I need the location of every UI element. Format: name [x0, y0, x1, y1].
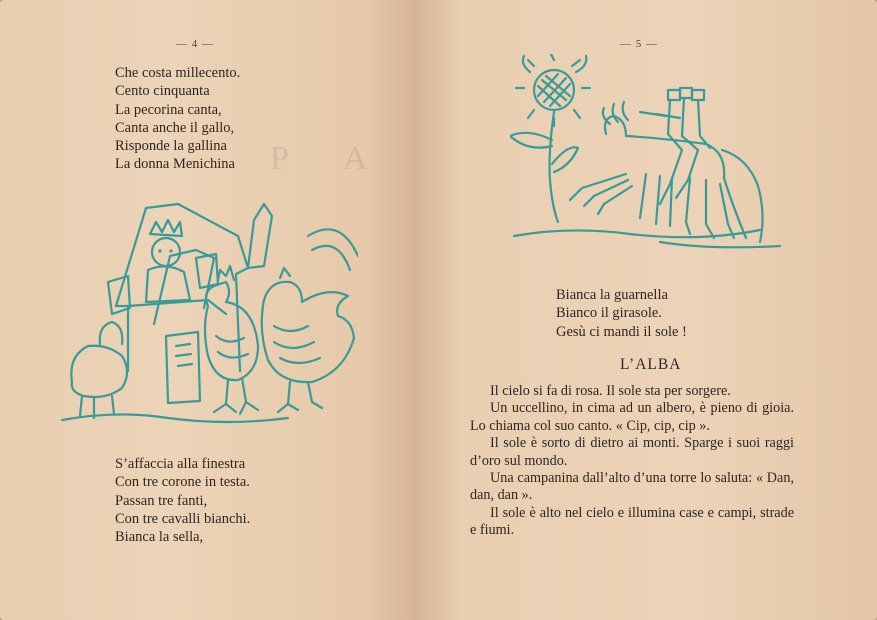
- sunflower-horsemen-drawing: [510, 54, 790, 264]
- verse-right: [556, 286, 687, 341]
- paragraph: Il sole è alto nel cielo e illumina case e campi, strade e fiumi.: [470, 504, 794, 539]
- verse-line: Che costa millecento.: [115, 65, 241, 81]
- paragraph: Un uccellino, in cima ad un albero, è pieno di gioia. Lo chiama col suo canto. « Cip, cip, cip ».: [470, 400, 794, 434]
- show-through-text: P A: [270, 140, 372, 177]
- verse-line: Passan tre fanti,: [115, 492, 208, 509]
- verse-line: Cento cinquanta: [115, 83, 210, 100]
- house-rooster-hen-drawing: [58, 196, 358, 440]
- paragraph: Il cielo si fa di rosa. Il sole sta per sorgere.: [490, 383, 731, 399]
- verse-line: Bianca la sella,: [115, 529, 204, 546]
- verse-top: [115, 64, 240, 174]
- paragraph: Una campanina dall’alto d’una torre lo saluta: « Dan, dan, dan ».: [470, 470, 794, 504]
- verse-line: Bianca la guarnella: [556, 287, 668, 303]
- verse-line: Canta anche il gallo,: [115, 119, 235, 136]
- page-number-left: — 4 —: [176, 38, 214, 50]
- right-illustration: [510, 54, 790, 264]
- story-text: [470, 383, 794, 540]
- verse-line: S’affaccia alla finestra: [115, 456, 246, 472]
- verse-line: La donna Menichina: [115, 156, 235, 173]
- right-page: [414, 0, 877, 620]
- left-illustration: [58, 196, 358, 440]
- verse-line: Gesù ci mandi il sole !: [556, 323, 687, 340]
- verse-line: Risponde la gallina: [115, 138, 227, 155]
- verse-line: La pecorina canta,: [115, 101, 222, 118]
- page-number-right: — 5 —: [620, 38, 658, 50]
- section-title: L’ALBA: [620, 356, 682, 373]
- verse-line: Con tre corone in testa.: [115, 474, 250, 491]
- verse-bottom: [115, 455, 250, 546]
- verse-line: Bianco il girasole.: [556, 305, 662, 322]
- paragraph: Il sole è sorto di dietro ai monti. Sparge i suoi raggi d’oro sul mondo.: [470, 435, 794, 469]
- left-page: [0, 0, 414, 620]
- verse-line: Con tre cavalli bianchi.: [115, 510, 251, 527]
